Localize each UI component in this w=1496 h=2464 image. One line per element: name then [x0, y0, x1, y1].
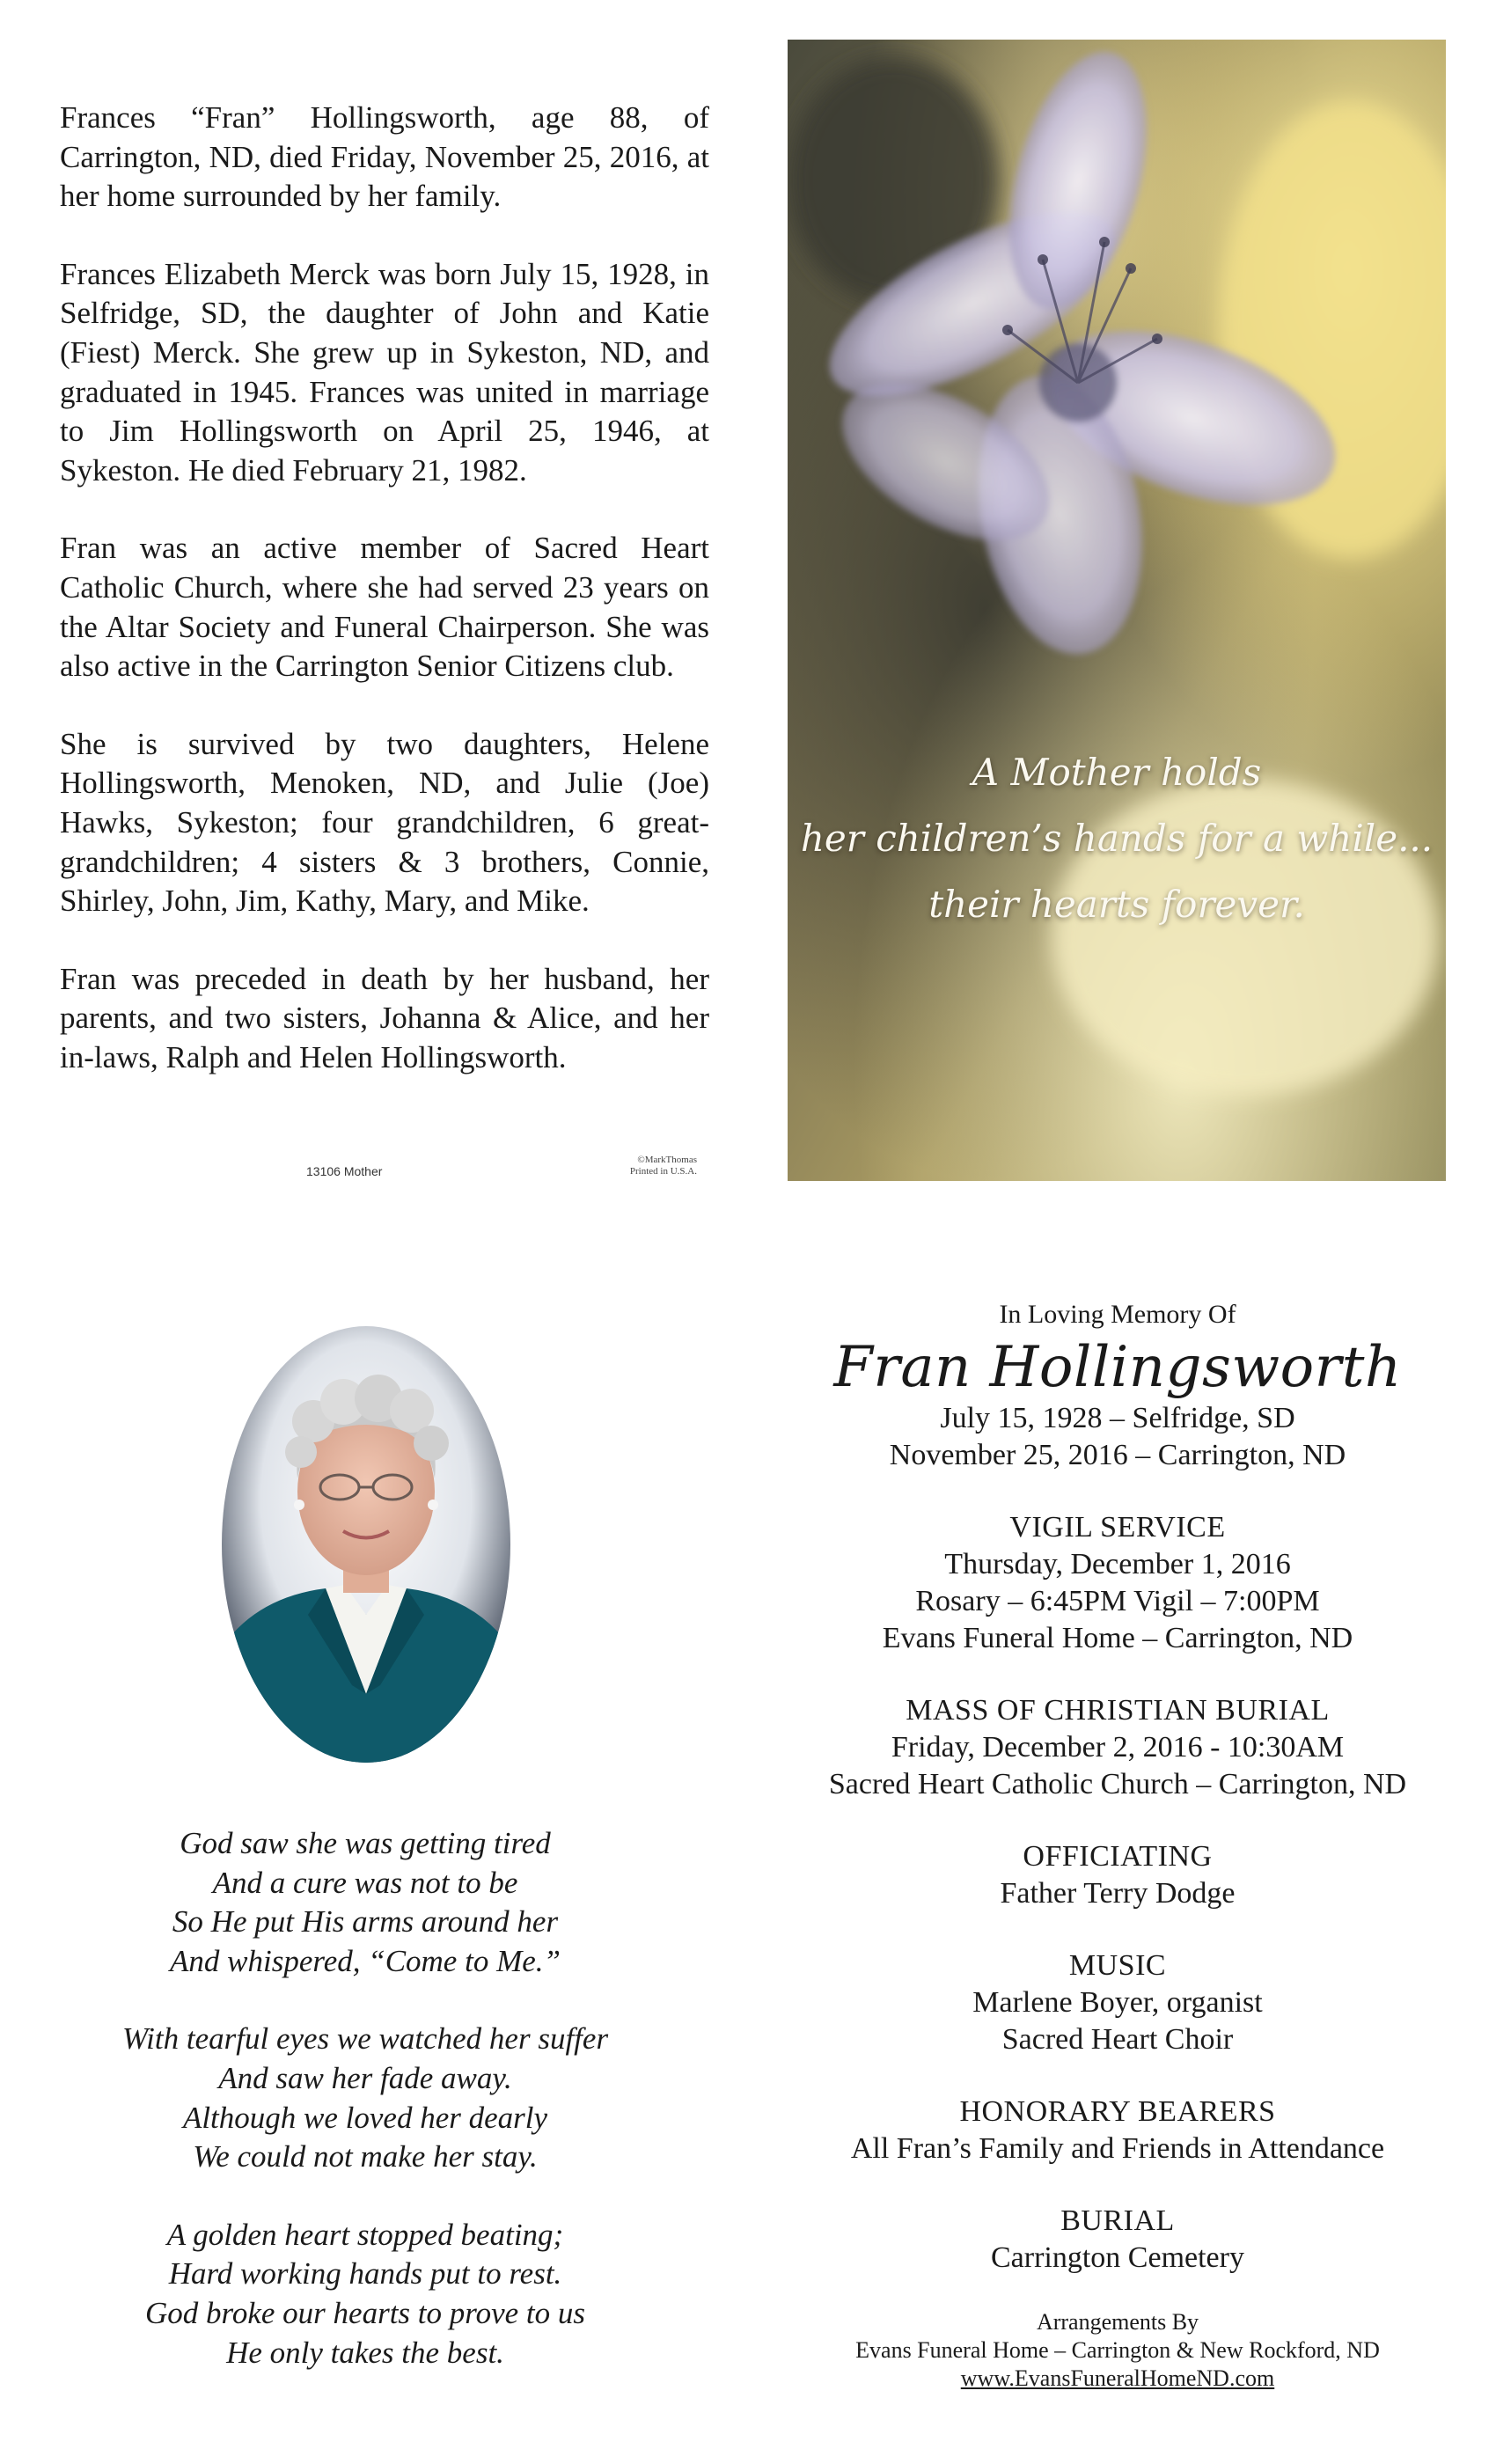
section-title: HONORARY BEARERS [959, 2095, 1276, 2128]
section-line: All Fran’s Family and Friends in Attendance [850, 2132, 1385, 2165]
deceased-name: Fran Hollingsworth [833, 1335, 1402, 1400]
poem-line: God saw she was getting tired [180, 1826, 551, 1860]
section-title: OFFICIATING [1023, 1840, 1213, 1873]
section-line: Sacred Heart Choir [1001, 2023, 1234, 2056]
poem-line: With tearful eyes we watched her suffer [121, 2021, 609, 2057]
poem-stanza [35, 1824, 695, 1981]
section-title: MUSIC [1068, 1949, 1167, 1982]
death-line: November 25, 2016 – Carrington, ND [889, 1439, 1346, 1471]
section-title: VIGIL SERVICE [1009, 1511, 1226, 1544]
poem-stanza [35, 2020, 695, 2176]
service-details [792, 1298, 1443, 2393]
poem-line: Although we loved her dearly [182, 2100, 548, 2135]
section-line: Marlene Boyer, organist [972, 1986, 1263, 2019]
funeral-home-website-link[interactable]: www.EvansFuneralHomeND.com [960, 2365, 1275, 2391]
poem-line: We could not make her stay. [193, 2139, 538, 2174]
poem-line: And saw her fade away. [218, 2060, 512, 2095]
copyright-line: ©MarkThomas [637, 1155, 697, 1165]
section-line: Carrington Cemetery [991, 2241, 1244, 2274]
poem-line: So He put His arms around her [172, 1904, 559, 1940]
section-line: Friday, December 2, 2016 - 10:30AM [891, 1731, 1345, 1764]
section-line: Thursday, December 1, 2016 [944, 1548, 1291, 1580]
arrangements-heading: Arrangements By [1036, 2309, 1199, 2335]
obituary-text [60, 99, 709, 1077]
obituary-paragraph: Fran was preceded in death by her husband, her parents, and two sisters, Johanna & Alice, and her in-laws, Ralph and Helen Hollingsworth. [60, 961, 709, 1074]
verse-line: their hearts forever. [928, 883, 1305, 926]
vigil-section [792, 1509, 1443, 1657]
verse-line: her children’s hands for a while... [800, 817, 1434, 860]
mass-section [792, 1692, 1443, 1803]
memorial-poem [35, 1824, 695, 2372]
music-section [792, 1947, 1443, 2058]
poem-line: God broke our hearts to prove to us [145, 2295, 585, 2330]
poem-line: A golden heart stopped beating; [166, 2217, 564, 2252]
arrangements [792, 2308, 1443, 2393]
section-title: BURIAL [1060, 2204, 1175, 2237]
obituary-paragraph: Fran was an active member of Sacred Heart Catholic Church, where she had served 23 years on the Altar Society and Funeral Chairperson. She was also active in the Carrington Senior Citizens club. [60, 531, 709, 684]
officiating-section [792, 1838, 1443, 1912]
flower-card [788, 40, 1446, 1181]
section-line: Evans Funeral Home – Carrington, ND [882, 1622, 1353, 1654]
obituary-paragraph: Frances “Fran” Hollingsworth, age 88, of Carrington, ND, died Friday, November 25, 2016, at her home surrounded by her family. [60, 100, 709, 214]
poem-stanza [35, 2216, 695, 2372]
bearers-section [792, 2094, 1443, 2167]
poem-line: And a cure was not to be [212, 1865, 518, 1900]
portrait-photo [220, 1324, 512, 1764]
mother-verse [788, 739, 1446, 937]
burial-section [792, 2203, 1443, 2277]
poem-line: He only takes the best. [226, 2335, 504, 2370]
poem-line: And whispered, “Come to Me.” [170, 1943, 561, 1978]
printed-line: Printed in U.S.A. [629, 1166, 697, 1177]
obituary-paragraph: She is survived by two daughters, Helene Hollingsworth, Menoken, ND, and Julie (Joe) Hawks, Sykeston; four grandchildren, 6 great-grandchildren; 4 sisters & 3 brothers, Connie, Shirley, John, Jim, Kathy, Mary, and Mike. [60, 726, 709, 919]
memory-heading: In Loving Memory Of [999, 1300, 1236, 1329]
section-line: Rosary – 6:45PM Vigil – 7:00PM [915, 1585, 1320, 1617]
poem-line: Hard working hands put to rest. [168, 2256, 562, 2292]
portrait-image [220, 1324, 512, 1764]
arrangements-line: Evans Funeral Home – Carrington & New Rockford, ND [855, 2337, 1380, 2363]
copyright-note [581, 1155, 697, 1177]
section-line: Sacred Heart Catholic Church – Carrington, ND [828, 1768, 1407, 1800]
product-code: 13106 Mother [306, 1164, 383, 1178]
obituary-paragraph: Frances Elizabeth Merck was born July 15, 1928, in Selfridge, SD, the daughter of John and Katie (Fiest) Merck. She grew up in Sykeston, ND, and graduated in 1945. Frances was united in marriage to Jim Hollingsworth on April 25, 1946, at Sykeston. He died February 21, 1982. [60, 256, 709, 488]
flower-image [788, 40, 1446, 1181]
birth-line: July 15, 1928 – Selfridge, SD [940, 1402, 1295, 1434]
section-title: MASS OF CHRISTIAN BURIAL [906, 1694, 1330, 1727]
section-line: Father Terry Dodge [1000, 1877, 1236, 1910]
verse-line: A Mother holds [972, 751, 1262, 794]
